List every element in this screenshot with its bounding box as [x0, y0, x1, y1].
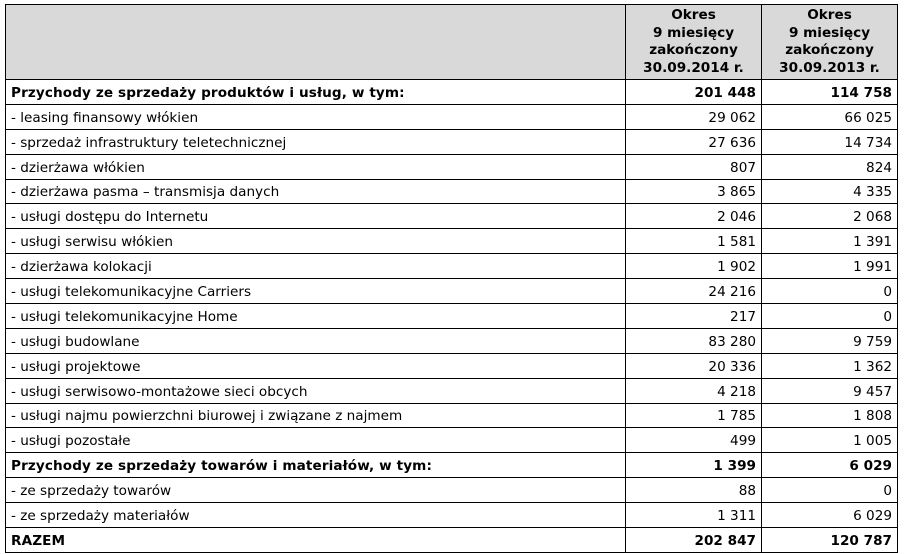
value-2013: 66 025: [762, 104, 898, 129]
table-row: [6, 328, 898, 353]
value-2014: 217: [626, 304, 762, 329]
table-row: [6, 528, 898, 553]
table-row: [6, 154, 898, 179]
value-2013: 1 362: [762, 353, 898, 378]
row-label: Przychody ze sprzedaży produktów i usług, w tym:: [6, 80, 626, 105]
row-label: - ze sprzedaży towarów: [6, 478, 626, 503]
row-label: - usługi telekomunikacyjne Carriers: [6, 279, 626, 304]
row-label: - usługi dostępu do Internetu: [6, 204, 626, 229]
value-2013: 1 391: [762, 229, 898, 254]
table-row: [6, 179, 898, 204]
value-2013: 6 029: [762, 453, 898, 478]
value-2013: 2 068: [762, 204, 898, 229]
value-2014: 1 581: [626, 229, 762, 254]
row-label: Przychody ze sprzedaży towarów i materiałów, w tym:: [6, 453, 626, 478]
value-2014: 4 218: [626, 378, 762, 403]
value-2014: 201 448: [626, 80, 762, 105]
table-row: [6, 254, 898, 279]
row-label: - leasing finansowy włókien: [6, 104, 626, 129]
table-row: [6, 453, 898, 478]
header-2013-line-4: 30.09.2013 r.: [779, 59, 880, 76]
value-2014: 202 847: [626, 528, 762, 553]
header-2014-line-3: zakończony: [649, 42, 738, 58]
table-row: [6, 204, 898, 229]
table-row: [6, 304, 898, 329]
row-label: - usługi budowlane: [6, 328, 626, 353]
row-label: - ze sprzedaży materiałów: [6, 503, 626, 528]
value-2014: 27 636: [626, 129, 762, 154]
value-2014: 3 865: [626, 179, 762, 204]
table-row: [6, 478, 898, 503]
value-2014: 807: [626, 154, 762, 179]
value-2013: 0: [762, 279, 898, 304]
row-label: - dzierżawa włókien: [6, 154, 626, 179]
value-2014: 24 216: [626, 279, 762, 304]
row-label: - usługi projektowe: [6, 353, 626, 378]
row-label: - dzierżawa pasma – transmisja danych: [6, 179, 626, 204]
row-label: - usługi pozostałe: [6, 428, 626, 453]
value-2014: 29 062: [626, 104, 762, 129]
table-row: [6, 428, 898, 453]
table-row: [6, 353, 898, 378]
table-row: [6, 279, 898, 304]
value-2014: 1 902: [626, 254, 762, 279]
row-label: - dzierżawa kolokacji: [6, 254, 626, 279]
header-2014-line-2: 9 miesięcy: [652, 24, 735, 41]
value-2013: 1 808: [762, 403, 898, 428]
row-label: - usługi najmu powierzchni biurowej i związane z najmem: [6, 403, 626, 428]
header-2013-line-3: zakończony: [785, 42, 874, 58]
value-2014: 1 399: [626, 453, 762, 478]
header-2014-line-1: Okres: [671, 7, 716, 23]
value-2013: 824: [762, 154, 898, 179]
table-row: [6, 503, 898, 528]
table-row: [6, 104, 898, 129]
table-body: [6, 80, 898, 553]
header-2014-line-4: 30.09.2014 r.: [643, 59, 744, 76]
table-row: [6, 129, 898, 154]
header-label-cell: [6, 5, 626, 80]
table-row: [6, 403, 898, 428]
header-period-2013: [762, 5, 898, 80]
table-row: [6, 229, 898, 254]
value-2013: 0: [762, 304, 898, 329]
value-2013: 0: [762, 478, 898, 503]
value-2013: 1 005: [762, 428, 898, 453]
table-header-row: [6, 5, 898, 80]
table-row: [6, 80, 898, 105]
row-label: - usługi serwisowo-montażowe sieci obcych: [6, 378, 626, 403]
value-2014: 1 785: [626, 403, 762, 428]
revenue-table: [5, 4, 898, 553]
value-2013: 9 457: [762, 378, 898, 403]
table-row: [6, 378, 898, 403]
value-2013: 6 029: [762, 503, 898, 528]
value-2013: 9 759: [762, 328, 898, 353]
value-2014: 1 311: [626, 503, 762, 528]
header-2013-line-2: 9 miesięcy: [788, 24, 871, 41]
value-2013: 114 758: [762, 80, 898, 105]
header-period-2014: [626, 5, 762, 80]
value-2014: 83 280: [626, 328, 762, 353]
header-2013-line-1: Okres: [807, 7, 852, 23]
value-2013: 14 734: [762, 129, 898, 154]
value-2014: 88: [626, 478, 762, 503]
value-2013: 120 787: [762, 528, 898, 553]
value-2014: 2 046: [626, 204, 762, 229]
row-label: - usługi serwisu włókien: [6, 229, 626, 254]
value-2013: 4 335: [762, 179, 898, 204]
value-2014: 499: [626, 428, 762, 453]
row-label: - usługi telekomunikacyjne Home: [6, 304, 626, 329]
value-2014: 20 336: [626, 353, 762, 378]
row-label: RAZEM: [6, 528, 626, 553]
row-label: - sprzedaż infrastruktury teletechnicznej: [6, 129, 626, 154]
value-2013: 1 991: [762, 254, 898, 279]
